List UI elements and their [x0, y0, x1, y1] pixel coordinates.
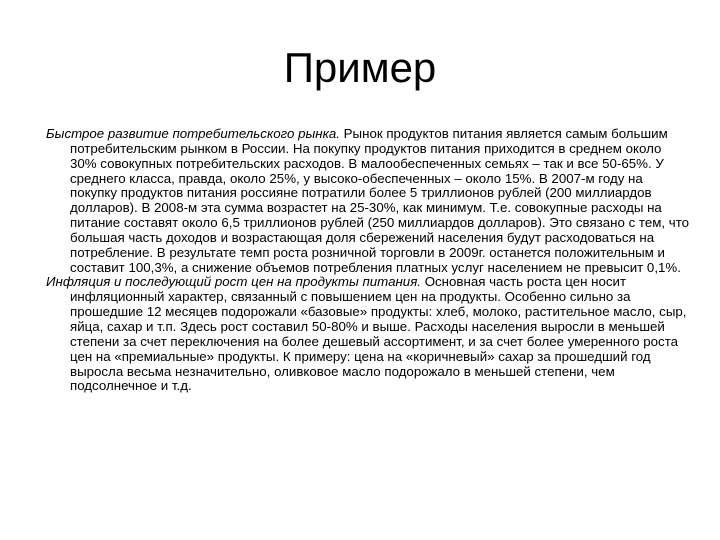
slide-body — [46, 127, 691, 394]
paragraph-lead: Быстрое развитие потребительского рынка. — [46, 126, 340, 141]
paragraph-text: Рынок продуктов питания является самым большим потребительским рынком в России. На покупку продуктов питания приходится в среднем около 30% совокупных потребительских расходов. В малообеспеченных семьях – так и все 50-65%. У среднего класса, правда, около 25%, у высоко-обеспеченных – около 15%. В 2007-м году на покупку продуктов питания россияне потратили более 5 триллионов рублей (200 миллиардов долларов). В 2008-м эта сумма возрастет на 25-30%, как минимум. Т.е. совокупные расходы на питание составят около 6,5 триллионов рублей (250 миллиардов долларов). Это связано с тем, что большая часть доходов и возрастающая доля сбережений населения будут расходоваться на потребление. В результате темп роста розничной торговли в 2009г. останется положительным и составит 100,3%, а снижение объемов потребления платных услуг населением не превысит 0,1%. — [70, 126, 690, 275]
paragraph-text: Основная часть роста цен носит инфляционный характер, связанный с повышением цен на продукты. Особенно сильно за прошедшие 12 месяцев подорожали «базовые» продукты: хлеб, молоко, растительное масло, сыр, яйца, сахар и т.п. Здесь рост составил 50-80% и выше. Расходы населения выросли в меньшей степени за счет переключения на более дешевый ассортимент, и за счет более умеренного роста цен на «премиальные» продукты. К примеру: цена на «коричневый» сахар за прошедший год выросла весьма незначительно, оливковое масло подорожало в меньшей степени, чем подсолнечное и т.д. — [70, 274, 687, 394]
slide-title: Пример — [283, 44, 437, 91]
paragraph-inflation — [46, 275, 691, 394]
paragraph-lead: Инфляция и последующий рост цен на продукты питания. — [46, 274, 421, 290]
paragraph-consumer-market — [46, 127, 691, 275]
